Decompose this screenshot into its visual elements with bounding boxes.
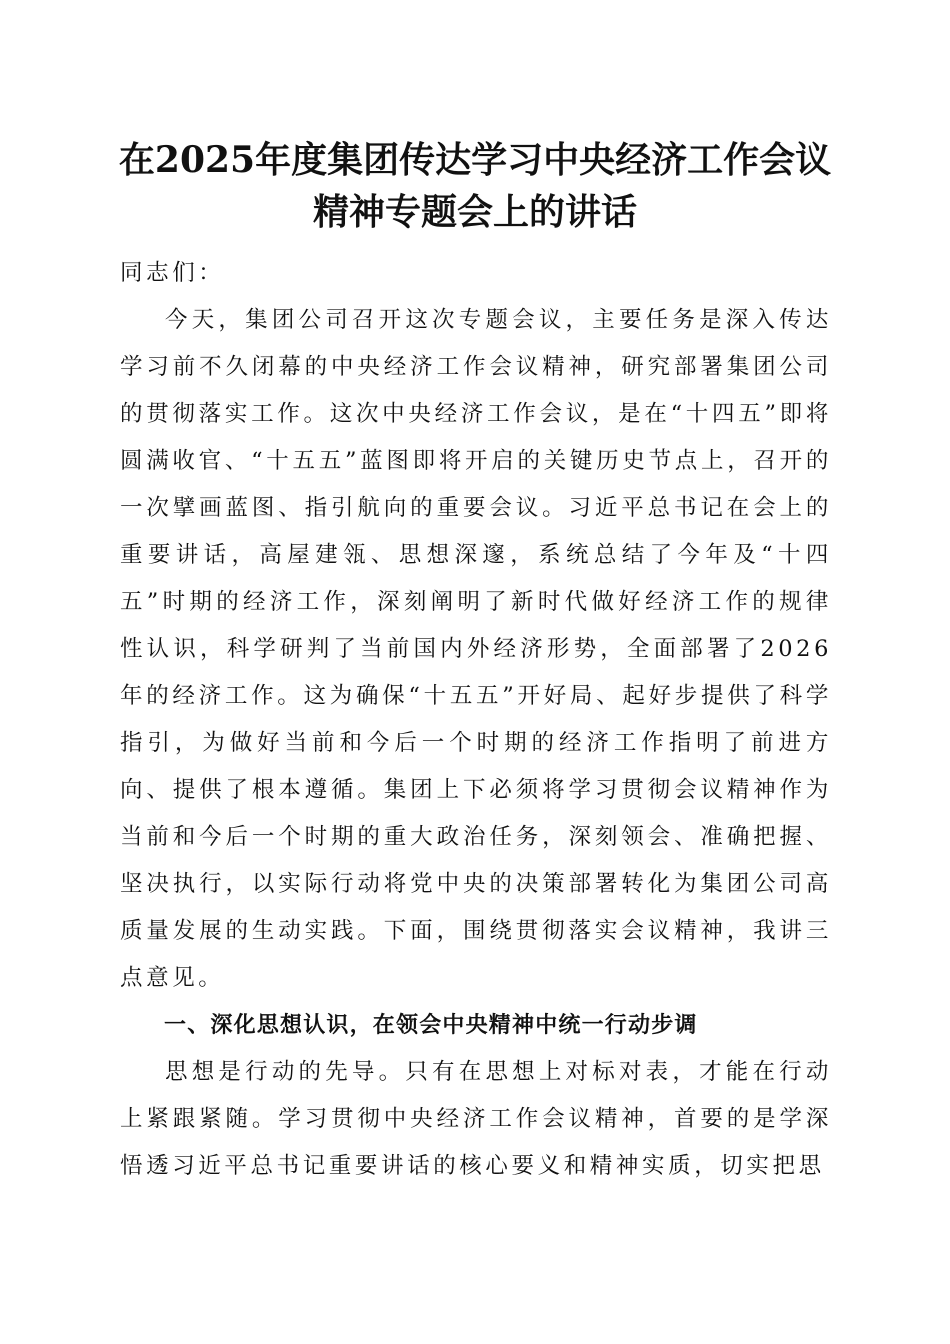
greeting: 同志们：: [120, 260, 225, 286]
section-heading-1: 一、深化思想认识，在领会中央精神中统一行动步调: [164, 1013, 698, 1038]
document-body: [120, 250, 832, 1190]
paragraph-section-1: 思想是行动的先导。只有在思想上对标对表，才能在行动上紧跟紧随。学习贯彻中央经济工作会议精神，首要的是学深悟透习近平总书记重要讲话的核心要义和精神实质，切实把思: [120, 1059, 832, 1179]
title-line-1: 在2025年度集团传达学习中央经济工作会议: [118, 139, 832, 181]
paragraph-intro: 今天，集团公司召开这次专题会议，主要任务是深入传达学习前不久闭幕的中央经济工作会议精神，研究部署集团公司的贯彻落实工作。这次中央经济工作会议，是在“十四五”即将圆满收官、“十五五”蓝图即将开启的关键历史节点上，召开的一次擘画蓝图、指引航向的重要会议。习近平总书记在会上的重要讲话，高屋建瓴、思想深邃，系统总结了今年及“十四五”时期的经济工作，深刻阐明了新时代做好经济工作的规律性认识，科学研判了当前国内外经济形势，全面部署了2026年的经济工作。这为确保“十五五”开好局、起好步提供了科学指引，为做好当前和今后一个时期的经济工作指明了前进方向、提供了根本遵循。集团上下必须将学习贯彻会议精神作为当前和今后一个时期的重大政治任务，深刻领会、准确把握、坚决执行，以实际行动将党中央的决策部署转化为集团公司高质量发展的生动实践。下面，围绕贯彻落实会议精神，我讲三点意见。: [120, 307, 832, 991]
title-line-2: 精神专题会上的讲话: [312, 191, 637, 233]
document-title: [100, 134, 850, 238]
